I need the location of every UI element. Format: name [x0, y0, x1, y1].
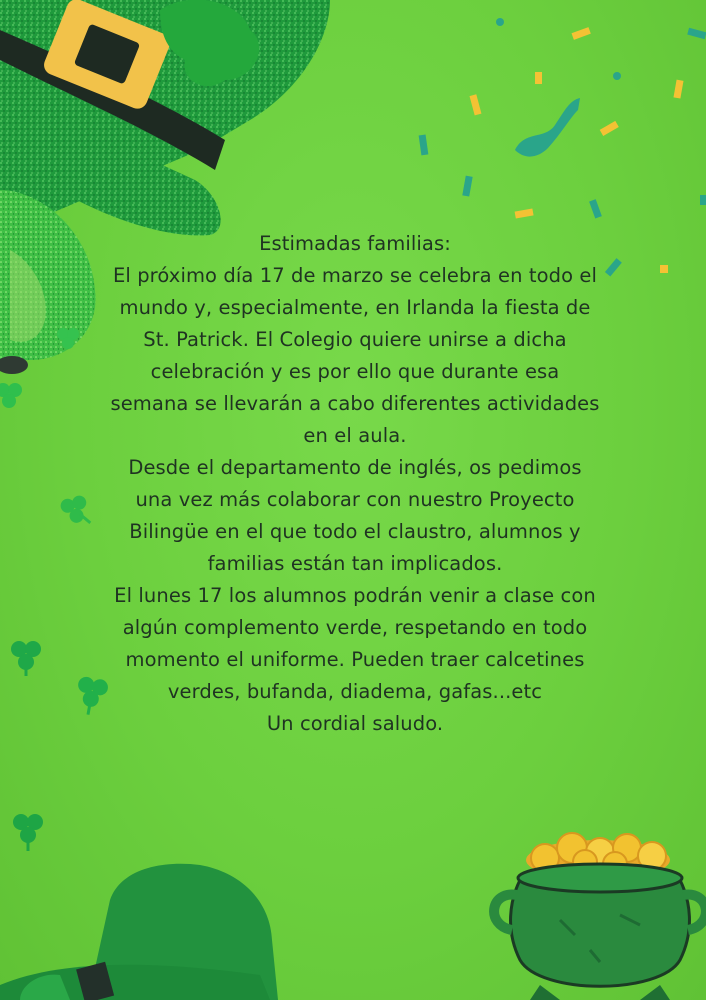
shamrock-icon [59, 494, 92, 530]
shamrock-icon [0, 383, 22, 408]
letter-body [110, 228, 600, 740]
shamrock-icon [13, 814, 43, 851]
shamrock-icon [11, 641, 41, 676]
closing: Un cordial saludo. [266, 712, 444, 735]
shamrock-icon [73, 676, 109, 718]
paragraph-2: Desde el departamento de inglés, os pedimos una vez más colaborar con nuestro Proyecto Bilingüe en el que todo el claustro, alumnos y familias están tan implicados. [128, 456, 582, 575]
leprechaun-hat-icon [0, 864, 278, 1000]
paragraph-3: El lunes 17 los alumnos podrán venir a clase con algún complemento verde, respetando en todo momento el uniforme. Pueden traer calcetines verdes, bufanda, diadema, gafas...etc [114, 584, 596, 703]
greeting: Estimadas familias: [259, 232, 451, 255]
pot-of-gold-icon [494, 833, 706, 1000]
paragraph-1: El próximo día 17 de marzo se celebra en todo el mundo y, especialmente, en Irlanda la fiesta de St. Patrick. El Colegio quiere unirse a dicha celebración y es por ello que durante esa semana se llevarán a cabo diferentes actividades en el aula. [110, 264, 600, 447]
